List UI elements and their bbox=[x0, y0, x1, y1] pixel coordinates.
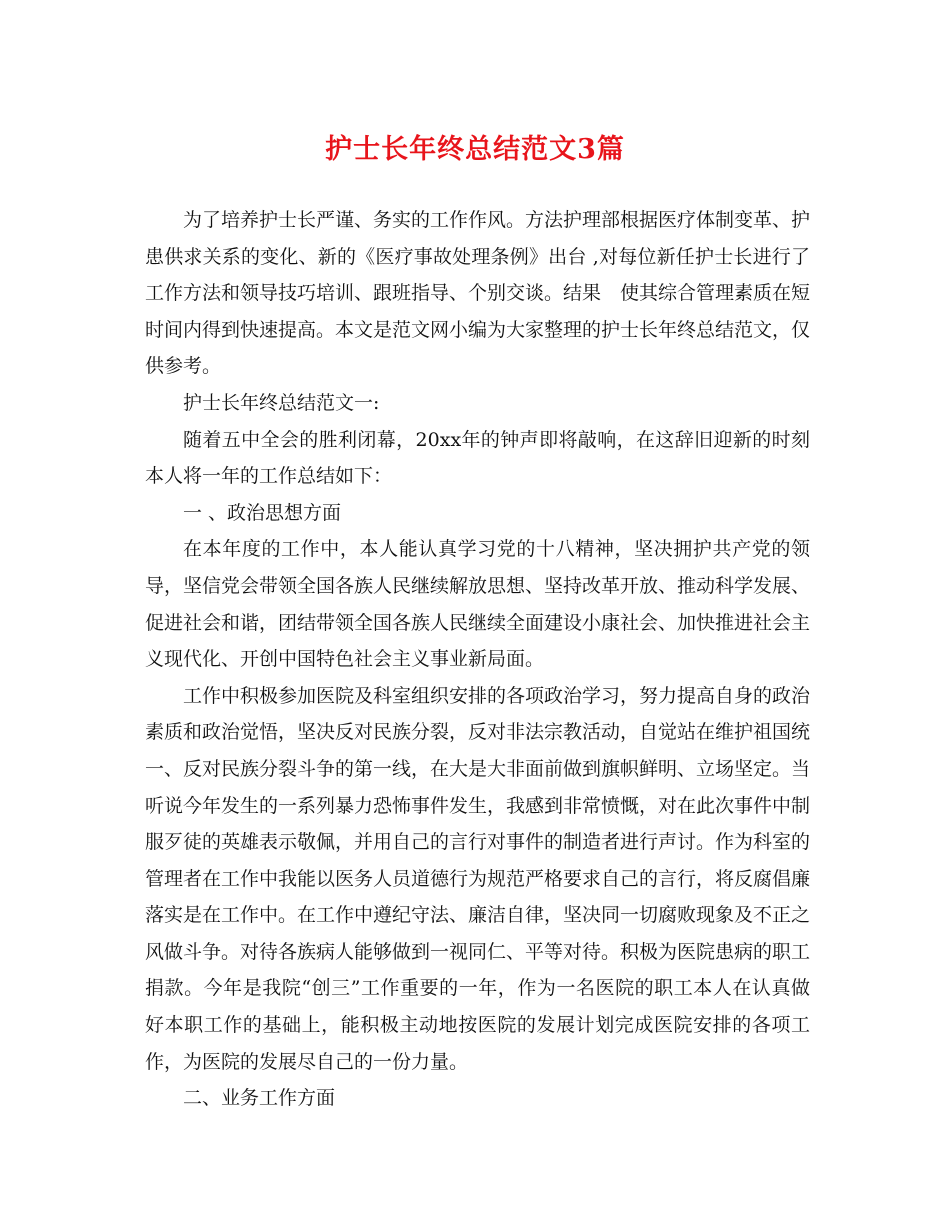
paragraph-opening: 随着五中全会的胜利闭幕，20xx年的钟声即将敲响，在这辞旧迎新的时刻本人将一年的工作总结如下： bbox=[145, 428, 810, 488]
paragraph-section-heading: 护士长年终总结范文一: bbox=[183, 391, 380, 414]
paragraph-intro: 为了培养护士长严谨、务实的工作作风。方法护理部根据医疗体制变革、护患供求关系的变化、新的《医疗事故处理条例》出台 ,对每位新任护士长进行了工作方法和领导技巧培训、跟班指导、个别交谈。结果 使其综合管理素质在短时间内得到快速提高。本文是范文网小编为大家整理的护士长年终总结范文，仅供参考。 bbox=[145, 209, 811, 378]
document-body bbox=[145, 202, 810, 1117]
paragraph-heading-politics: 一 、政治思想方面 bbox=[183, 501, 342, 524]
paragraph-heading-business: 二、业务工作方面 bbox=[183, 1087, 336, 1110]
document-title: 护士长年终总结范文3篇 bbox=[325, 134, 625, 165]
paragraph-politics-2: 工作中积极参加医院及科室组织安排的各项政治学习，努力提高自身的政治素质和政治觉悟，坚决反对民族分裂，反对非法宗教活动，自觉站在维护祖国统一、反对民族分裂斗争的第一线，在大是大非面前做到旗帜鲜明、立场坚定。当听说今年发生的一系列暴力恐怖事件发生，我感到非常愤慨，对在此次事件中制服歹徒的英雄表示敬佩，并用自己的言行对事件的制造者进行声讨。作为科室的管理者在工作中我能以医务人员道德行为规范严格要求自己的言行，将反腐倡廉落实是在工作中。在工作中遵纪守法、廉洁自律，坚决同一切腐败现象及不正之风做斗争。对待各族病人能够做到一视同仁、平等对待。积极为医院患病的职工捐款。今年是我院“创三”工作重要的一年，作为一名医院的职工本人在认真做好本职工作的基础上，能积极主动地按医院的发展计划完成医院安排的各项工作，为医院的发展尽自己的一份力量。 bbox=[145, 684, 811, 1073]
paragraph-politics-1: 在本年度的工作中，本人能认真学习党的十八精神，坚决拥护共产党的领导，坚信党会带领全国各族人民继续解放思想、坚持改革开放、推动科学发展、促进社会和谐，团结带领全国各族人民继续全面建设小康社会、加快推进社会主义现代化、开创中国特色社会主义事业新局面。 bbox=[145, 538, 811, 671]
